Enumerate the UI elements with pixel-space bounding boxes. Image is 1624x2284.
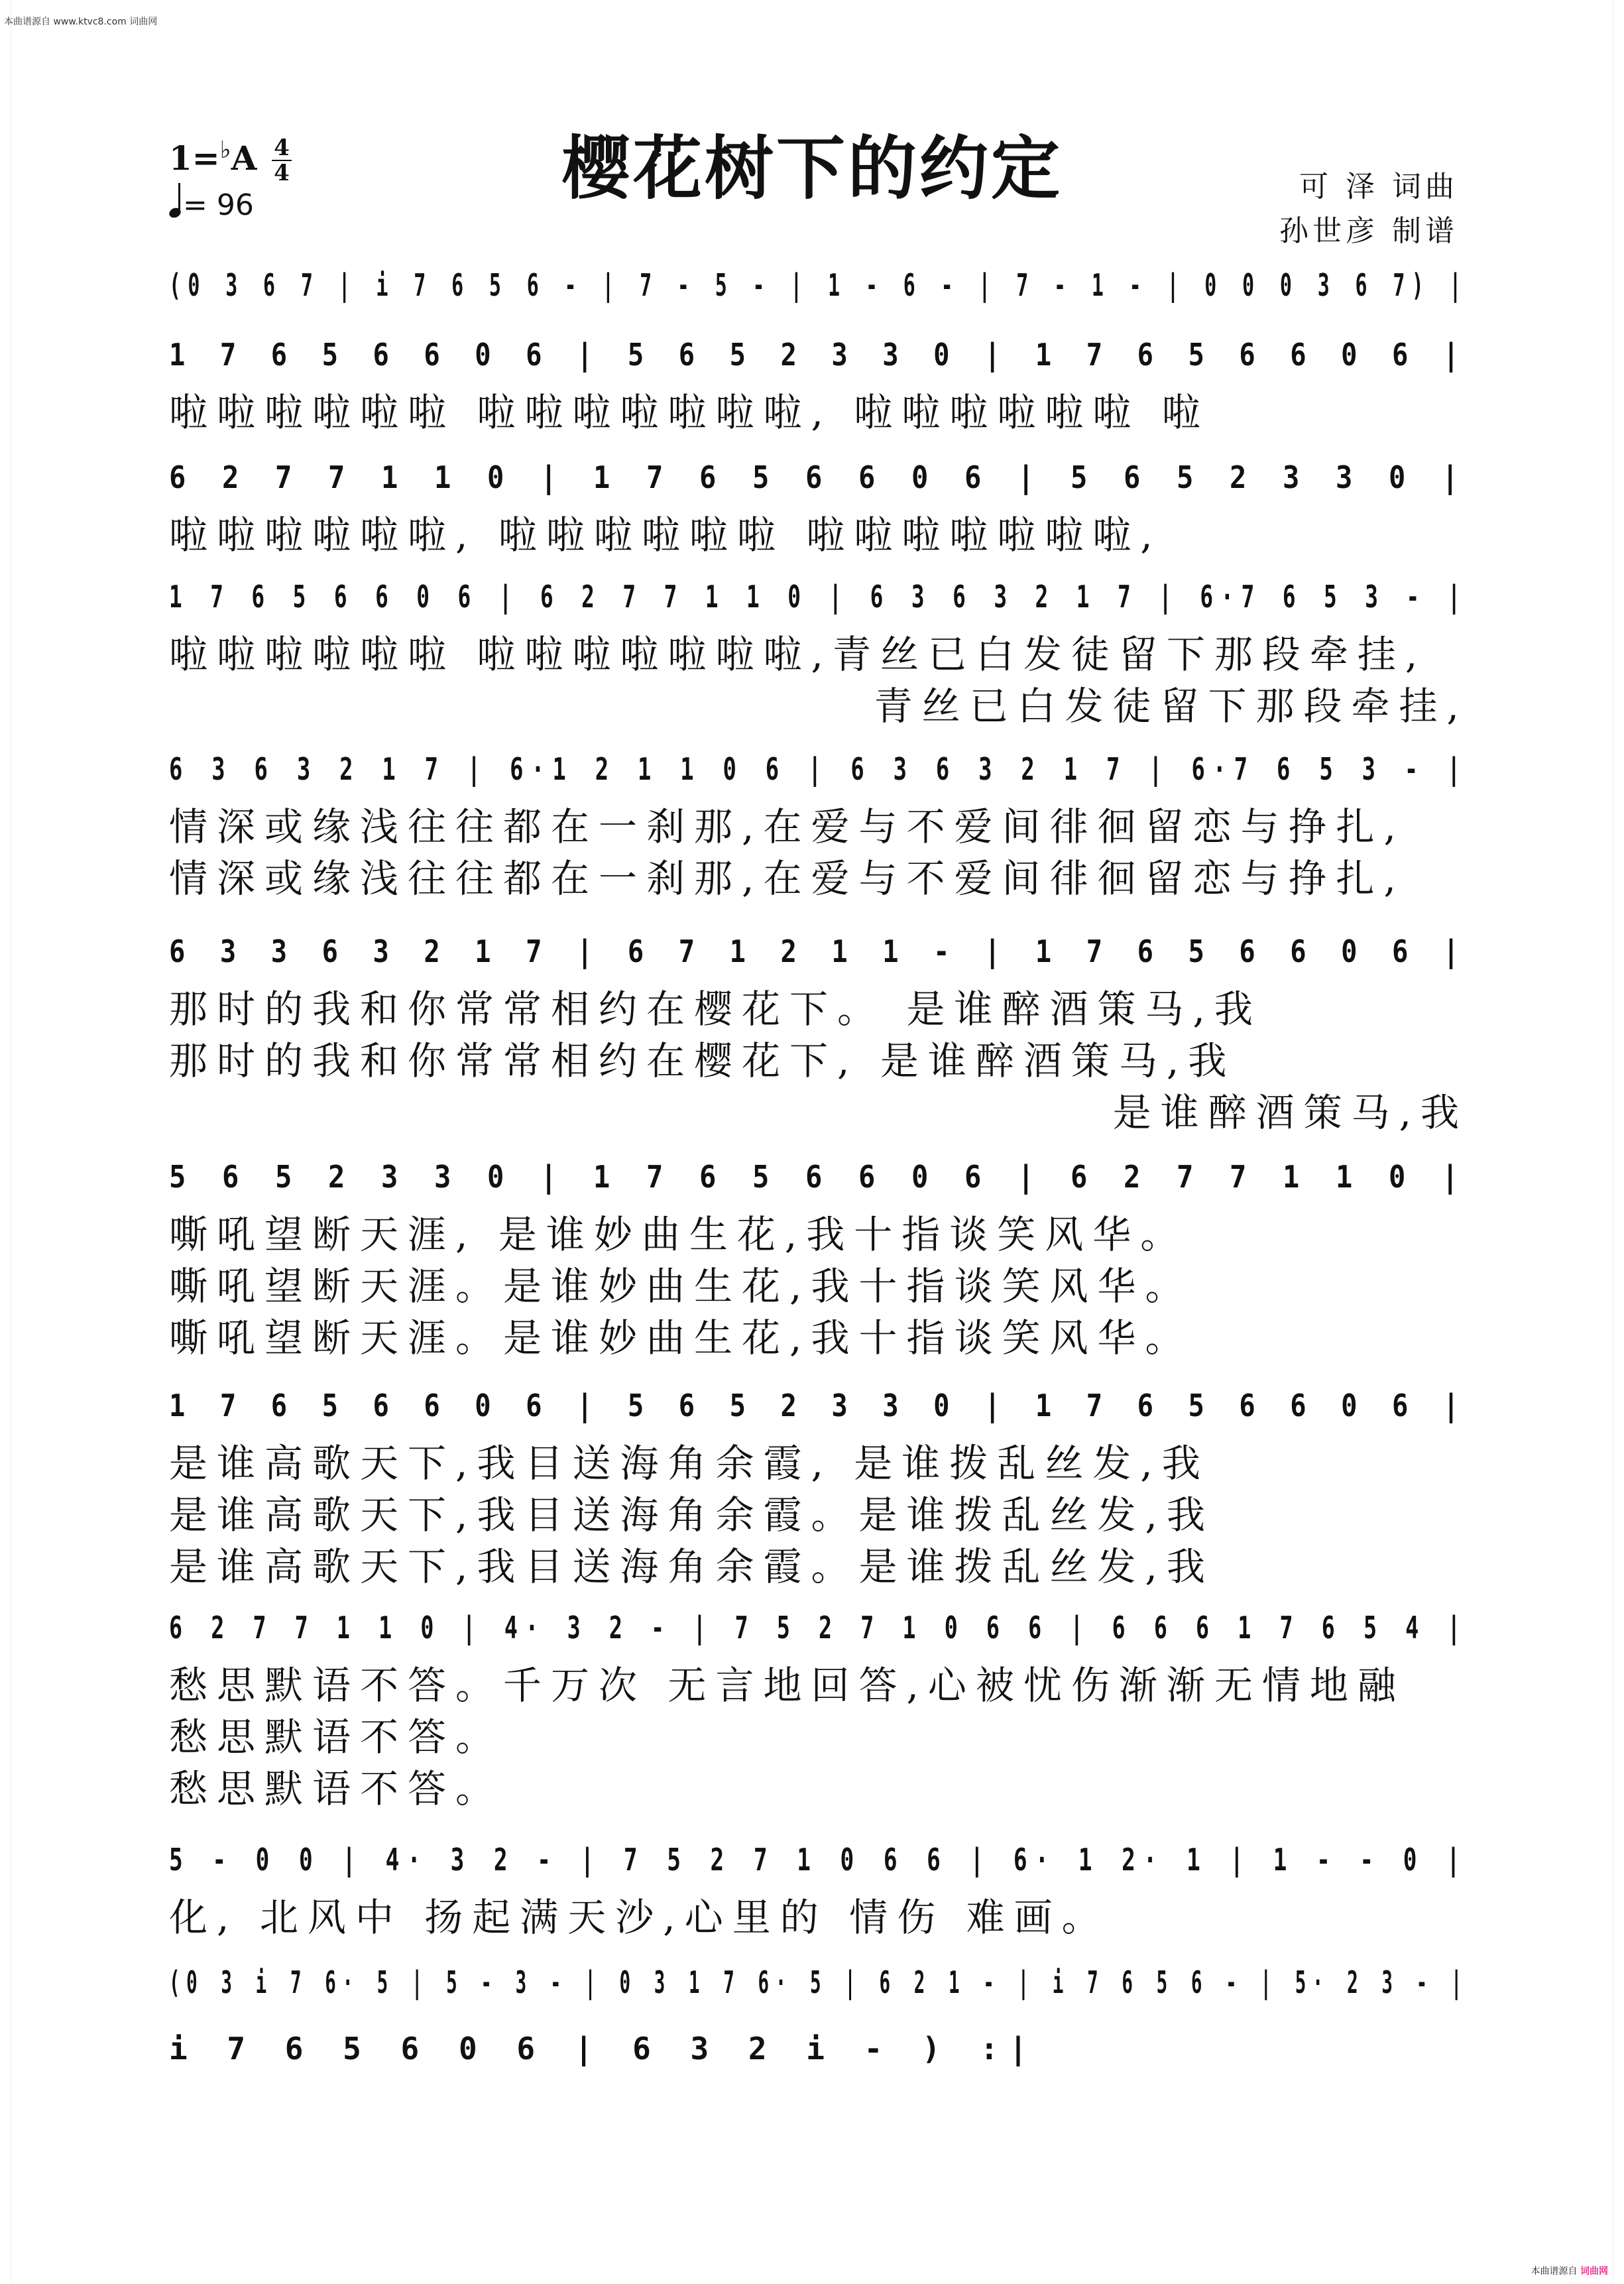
score-line <box>169 335 1468 388</box>
score-line <box>169 1962 1468 2015</box>
score-line <box>169 457 1468 511</box>
lyric-line: 嘶吼望断天涯, 是谁妙曲生花,我十指谈笑风华。 <box>169 1212 1189 1257</box>
lyric-line: 嘶吼望断天涯。是谁妙曲生花,我十指谈笑风华。 <box>169 1315 1193 1360</box>
note-sequence: 1 7 6 5 6 6 0 6 | 5 6 5 2 3 3 0 | 1 7 6 5 6 6 0 6 | <box>169 337 1469 373</box>
key-signature <box>169 136 257 178</box>
score-line <box>169 2029 1468 2082</box>
note-sequence: 1 7 6 5 6 6 0 6 | 6 2 7 7 1 1 0 | 6 3 6 3 2 1 7 | 6·7 6 5 3 - | <box>169 579 1468 615</box>
lyric-line: 情深或缘浅往往都在一刹那,在爱与不爱间徘徊留恋与挣扎, <box>169 856 1405 901</box>
time-signature-bottom: 4 <box>274 160 290 186</box>
lyric-line: 是谁高歌天下,我目送海角余霞。是谁拨乱丝发,我 <box>169 1492 1214 1537</box>
lyric-line: 嘶吼望断天涯。是谁妙曲生花,我十指谈笑风华。 <box>169 1264 1193 1309</box>
note-sequence: (0 3 6 7 | i 7 6 5 6 - | 7 - 5 - | 1 - 6 - | 7 - 1 - | 0 0 0 3 6 7) | <box>169 267 1468 303</box>
lyric-line: 那时的我和你常常相约在樱花下, 是谁醉酒策马,我 <box>169 1038 1236 1083</box>
note-stem <box>178 183 180 210</box>
time-signature-top: 4 <box>274 135 290 161</box>
note-sequence: 5 - 0 0 | 4· 3 2 - | 7 5 2 7 1 0 6 6 | 6· 1 2· 1 | 1 - - 0 | <box>169 1842 1468 1878</box>
song-title: 樱花树下的约定 <box>561 127 1063 209</box>
note-sequence: 6 2 7 7 1 1 0 | 1 7 6 5 6 6 0 6 | 5 6 5 2 3 3 0 | <box>169 459 1469 495</box>
note-sequence: i 7 6 5 6 0 6 | 6 3 2 i - ) :| <box>169 2031 1038 2067</box>
footer-source: 本曲谱源自 <box>1531 2266 1578 2277</box>
score-line <box>169 1840 1468 1893</box>
footer-site: 词曲网 <box>1580 2266 1608 2277</box>
lyric-line: 是谁高歌天下,我目送海角余霞。是谁拨乱丝发,我 <box>169 1544 1214 1589</box>
lyric-line: 情深或缘浅往往都在一刹那,在爱与不爱间徘徊留恋与挣扎, <box>169 804 1405 849</box>
lyric-line: 青丝已白发徒留下那段牵挂, <box>874 684 1468 729</box>
time-signature <box>272 136 292 185</box>
key-letter: A <box>231 139 257 178</box>
lyric-line: 啦啦啦啦啦啦, 啦啦啦啦啦啦 啦啦啦啦啦啦啦, <box>169 512 1162 558</box>
score-line <box>169 1608 1468 1661</box>
note-sequence: 1 7 6 5 6 6 0 6 | 5 6 5 2 3 3 0 | 1 7 6 5 6 6 0 6 | <box>169 1388 1469 1423</box>
note-sequence: 6 3 3 6 3 2 1 7 | 6 7 1 2 1 1 - | 1 7 6 5 6 6 0 6 | <box>169 933 1469 969</box>
tempo-value: = 96 <box>183 188 254 222</box>
note-sequence: 6 3 6 3 2 1 7 | 6·1 2 1 1 0 6 | 6 3 6 3 2 1 7 | 6·7 6 5 3 - | <box>169 751 1469 787</box>
score-line <box>169 932 1468 985</box>
note-sequence: (0 3 i 7 6· 5 | 5 - 3 - | 0 3 1 7 6· 5 | 6 2 1 - | i 7 6 5 6 - | 5· 2 3 - | <box>169 1964 1469 2000</box>
flat-symbol: ♭ <box>219 136 231 164</box>
score-line <box>169 1157 1468 1210</box>
page-border-left <box>0 0 11 2284</box>
note-sequence: 6 2 7 7 1 1 0 | 4· 3 2 - | 7 5 2 7 1 0 6 6 | 6 6 6 1 7 6 5 4 | <box>169 1610 1469 1646</box>
credit-lyricist-composer: 可 泽 词曲 <box>1299 170 1458 204</box>
credit-arranger: 孙世彦 制谱 <box>1279 214 1458 248</box>
page-border-right <box>1613 0 1624 2284</box>
note-sequence: 5 6 5 2 3 3 0 | 1 7 6 5 6 6 0 6 | 6 2 7 7 1 1 0 | <box>169 1159 1469 1195</box>
lyric-line: 啦啦啦啦啦啦 啦啦啦啦啦啦啦,青丝已白发徒留下那段牵挂, <box>169 632 1427 677</box>
lyric-line: 愁思默语不答。 <box>169 1766 504 1811</box>
footer-tag <box>1531 2264 1608 2277</box>
score-line <box>169 1386 1468 1439</box>
lyric-line: 啦啦啦啦啦啦 啦啦啦啦啦啦啦, 啦啦啦啦啦啦 啦 <box>169 390 1210 435</box>
source-watermark: 本曲谱源自 www.ktvc8.com 词曲网 <box>4 17 158 27</box>
lyric-line: 愁思默语不答。千万次 无言地回答,心被忧伤渐渐无情地融 <box>169 1663 1405 1708</box>
score-line <box>169 749 1468 802</box>
score-line <box>169 265 1468 318</box>
lyric-line: 化, 北风中 扬起满天沙,心里的 情伤 难画。 <box>169 1895 1110 1940</box>
lyric-line: 那时的我和你常常相约在樱花下。 是谁醉酒策马,我 <box>169 987 1262 1032</box>
key-prefix: 1= <box>169 139 220 178</box>
tempo-marking <box>169 188 254 222</box>
lyric-line: 是谁高歌天下,我目送海角余霞, 是谁拨乱丝发,我 <box>169 1441 1210 1486</box>
lyric-line: 愁思默语不答。 <box>169 1714 504 1760</box>
score-line <box>169 577 1468 630</box>
lyric-line: 是谁醉酒策马,我 <box>1112 1090 1468 1135</box>
